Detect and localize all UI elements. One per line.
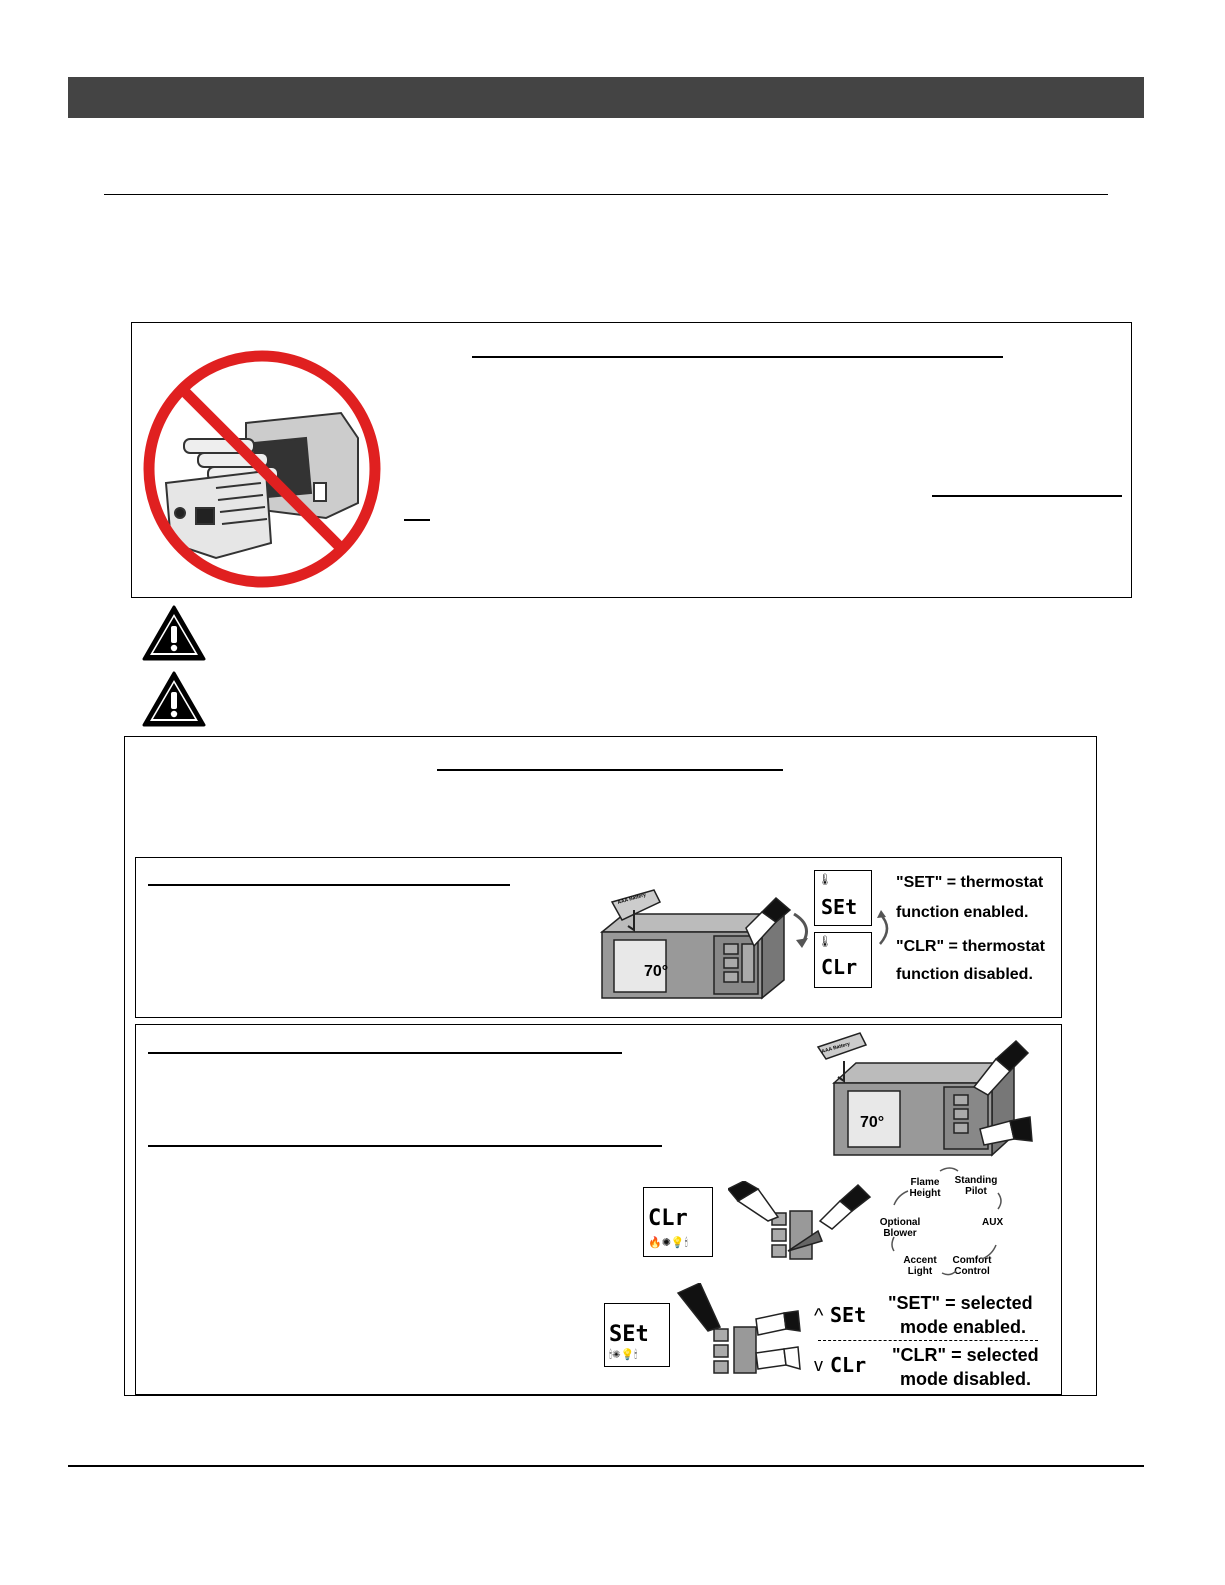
- lcd-clr-text: CLr: [648, 1206, 688, 1231]
- caption-divider: [818, 1340, 1038, 1341]
- set-caption-line1: "SET" = selected: [888, 1293, 1033, 1313]
- prohibited-battery-pack-illustration: [136, 343, 386, 593]
- down-symbol: v: [814, 1355, 823, 1375]
- mode-aux: AUX: [982, 1217, 1004, 1228]
- button-press-illustration: [728, 1181, 874, 1271]
- remote-transmitter-illustration: [594, 888, 804, 1000]
- set-caption-line2: function enabled.: [896, 904, 1029, 921]
- box-heading-rule: [472, 356, 1003, 358]
- battery-label: AAA Battery: [616, 892, 647, 906]
- mode-accent-light: Accent Light: [903, 1255, 937, 1277]
- mode-comfort-control: Comfort Control: [952, 1255, 992, 1277]
- lcd-set-text: SEt: [821, 895, 858, 919]
- footer-rule: [68, 1465, 1144, 1467]
- header-bar: [68, 77, 1144, 118]
- up-down-button-illustration: [674, 1283, 804, 1383]
- panel-heading-rule: [148, 884, 510, 886]
- pointing-hand-icon: [756, 1349, 786, 1369]
- mode-icons-row: 🔥✺💡🕯: [648, 1237, 688, 1249]
- set-caption-line1: "SET" = thermostat: [896, 874, 1044, 891]
- warning-triangle-exclamation-icon: [141, 604, 207, 662]
- lcd-set-display: [604, 1303, 670, 1367]
- display-temp: 70°: [860, 1114, 885, 1131]
- thermometer-icon: 🌡: [818, 936, 832, 948]
- lcd-set-text: SEt: [609, 1322, 649, 1347]
- thermometer-icon: 🌡: [818, 874, 832, 886]
- underline-rule-right: [932, 495, 1122, 497]
- caption-set-lcd: SEt: [830, 1303, 867, 1327]
- battery-label: AAA Battery: [820, 1041, 851, 1055]
- box-heading-rule: [437, 769, 783, 771]
- toggle-arrows-icon: [876, 908, 896, 948]
- warning-triangle-exclamation-icon: [141, 670, 207, 728]
- lcd-clr-text: CLr: [821, 955, 858, 979]
- section-rule: [104, 194, 1108, 195]
- remote-transmitter-illustration: [804, 1031, 1036, 1159]
- set-caption-line2: mode enabled.: [900, 1317, 1027, 1337]
- caption-clr-lcd: CLr: [830, 1353, 867, 1377]
- clr-caption-line1: "CLR" = selected: [892, 1345, 1039, 1365]
- lcd-clr-display: [814, 932, 872, 988]
- clr-caption-line2: function disabled.: [896, 966, 1033, 983]
- underline-rule-left: [404, 519, 430, 521]
- mode-settings-panel: [135, 1024, 1062, 1395]
- mode-icons-row: 🕯✺💡🕯: [609, 1349, 638, 1361]
- panel-subheading-rule: [148, 1145, 662, 1147]
- mode-cycle-diagram: [878, 1165, 1018, 1285]
- pointing-hand-icon: [756, 1313, 786, 1335]
- clr-caption-line1: "CLR" = thermostat: [896, 938, 1045, 955]
- cycle-arrows-icon: [878, 1165, 1018, 1285]
- lcd-set-display: [814, 870, 872, 926]
- mode-standing-pilot: Standing Pilot: [954, 1175, 998, 1197]
- display-temp: 70°: [644, 963, 669, 980]
- up-symbol: ^: [814, 1305, 824, 1327]
- lcd-clr-display: [643, 1187, 713, 1257]
- thermostat-function-panel: [135, 857, 1062, 1018]
- clr-caption-line2: mode disabled.: [900, 1369, 1032, 1389]
- panel-heading-rule: [148, 1052, 622, 1054]
- mode-flame-height: Flame Height: [909, 1177, 941, 1199]
- mode-optional-blower: Optional Blower: [879, 1217, 921, 1239]
- battery-warning-box: [131, 322, 1132, 598]
